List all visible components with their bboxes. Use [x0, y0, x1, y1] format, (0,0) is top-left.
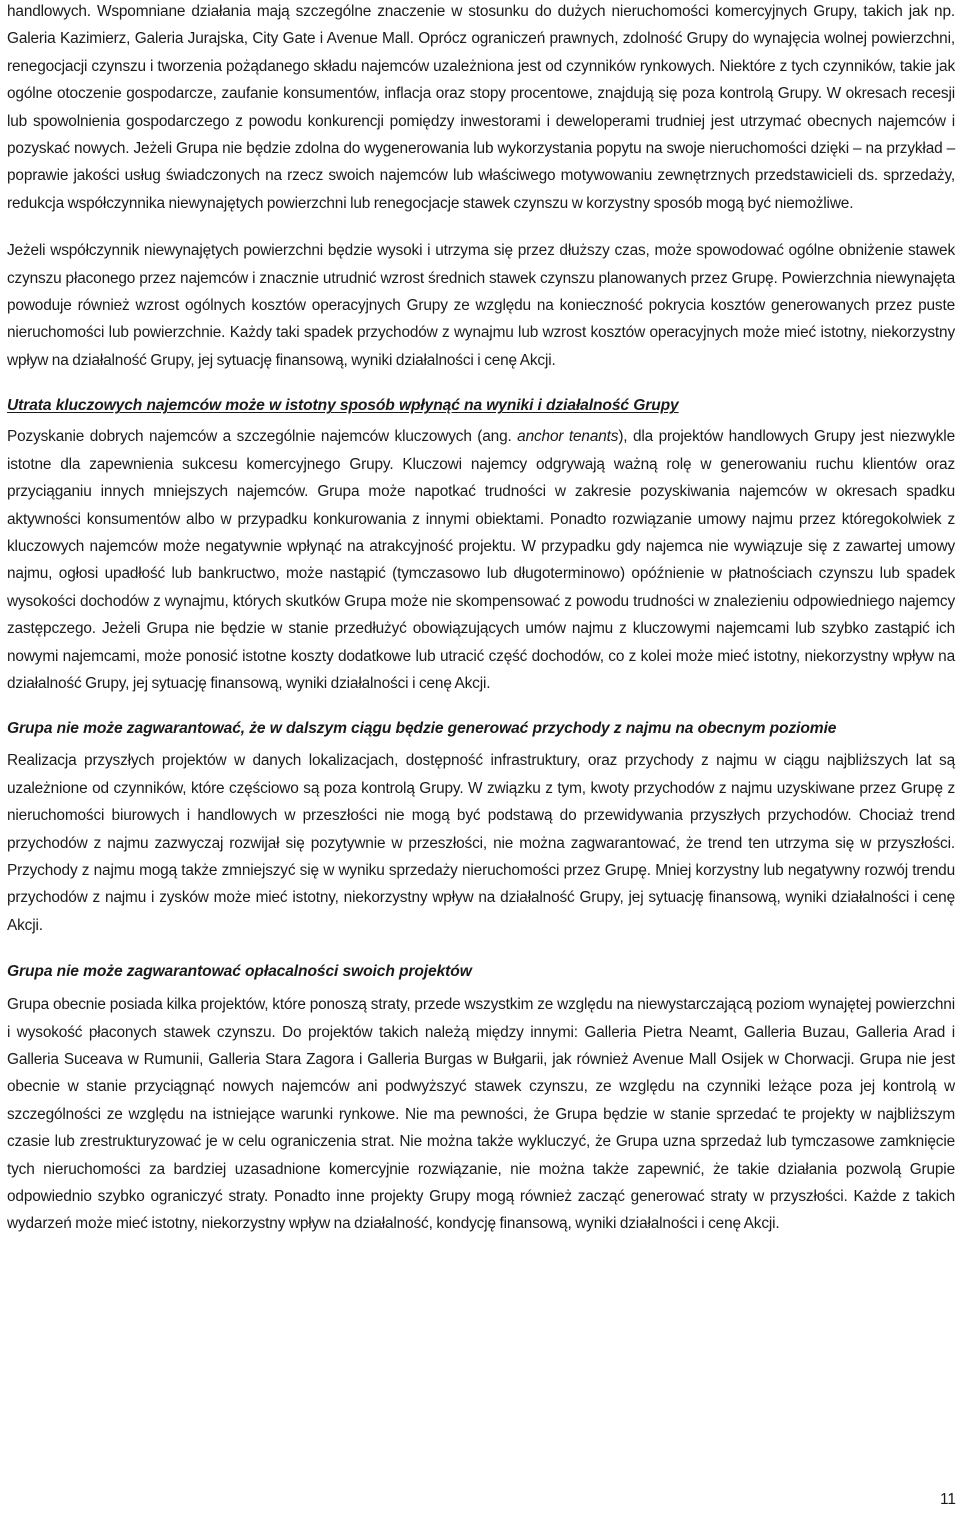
body-paragraph-vacancy: Jeżeli współczynnik niewynajętych powierzchni będzie wysoki i utrzyma się przez dłuższy czas, może spowodować ogólne obniżenie stawek czynszu płaconego przez najemców i znacznie utrudnić wzrost średnich stawek czynszu planowanych przez Grupę. Powierzchnia niewynajęta powoduje również wzrost ogólnych kosztów operacyjnych Grupy ze względu na konieczność pokrycia kosztów generowanych przez puste nieruchomości lub powierzchnie. Każdy taki spadek przychodów z wynajmu lub wzrost kosztów operacyjnych może mieć istotny, niekorzystny wpływ na działalność Grupy, jej sytuację finansową, wyniki działalności i cenę Akcji. — [7, 242, 955, 369]
section-heading-key-tenants: Utrata kluczowych najemców może w istotny sposób wpłynąć na wyniki i działalność Grupy — [7, 397, 679, 415]
section-body-profitability: Grupa obecnie posiada kilka projektów, które ponoszą straty, przede wszystkim ze względu na niewystarczającą poziom wynajętej powierzchni i wysokość płaconych stawek czynszu. Do projektów takich należą między innymi: Galleria Pietra Neamt, Galleria Buzau, Galleria Arad i Galleria Suceava w Rumunii, Galleria Stara Zagora i Galleria Burgas w Bułgarii, jak również Avenue Mall Osijek w Chorwacji. Grupa nie jest obecnie w stanie przyciągnąć nowych najemców ani podwyższyć stawek czynszu, ze względu na czynniki leżące poza jej kontrolą w szczególności ze względu na istniejące warunki rynkowe. Nie ma pewności, że Grupa będzie w stanie sprzedać te projekty w najbliższym czasie lub zrestrukturyzować je w celu ograniczenia strat. Nie można także wykluczyć, że Grupa uzna sprzedaż lub tymczasowe zamknięcie tych nieruchomości za bardziej uzasadnione komercyjnie rozwiązanie, nie można także zapewnić, że takie działania pozwolą Grupie odpowiednio szybko ograniczyć straty. Ponadto inne projekty Grupy mogą również zacząć generować straty w przyszłości. Każde z takich wydarzeń może mieć istotny, niekorzystny wpływ na działalność, kondycję finansową, wyniki działalności i cenę Akcji. — [7, 996, 955, 1233]
anchor-tenants-term: anchor tenants — [517, 428, 619, 446]
section-body-key-tenants — [7, 423, 955, 697]
section-body-text: ), dla projektów handlowych Grupy jest niezwykle istotne dla zapewnienia sukcesu komercyjnego Grupy. Kluczowi najemcy odgrywają ważną rolę w generowaniu ruchu klientów oraz przyciąganiu innych mniejszych najemców. Grupa może napotkać trudności w zakresie pozyskiwania najemców w okresach spadku aktywności konsumentów albo w przypadku konkurowania z innymi obiektami. Ponadto rozwiązanie umowy najmu przez któregokolwiek z kluczowych najemców może negatywnie wpłynąć na atrakcyjność projektu. W przypadku gdy najemca nie wywiązuje się z zawartej umowy najmu, ogłosi upadłość lub bankructwo, może nastąpić (tymczasowo lub długoterminowo) opóźnienie w płatnościach czynszu lub spadek wysokości dochodów z wynajmu, których skutków Grupa może nie skompensować z powodu trudności w znalezieniu odpowiedniego najemcy zastępczego. Jeżeli Grupa nie będzie w stanie przedłużyć obowiązujących umów najmu z kluczowymi najemcami lub szybko zastąpić ich nowymi najemcami, może ponosić istotne koszty dodatkowe lub utracić część dochodów, co z kolei może mieć istotny, niekorzystny wpływ na działalność Grupy, jej sytuację finansową, wyniki działalności i cenę Akcji. — [7, 428, 955, 692]
document-page — [7, 0, 955, 1238]
section-heading-rental-income: Grupa nie może zagwarantować, że w dalszym ciągu będzie generować przychody z najmu na obecnym poziomie — [7, 720, 837, 738]
body-paragraph-continued: handlowych. Wspomniane działania mają szczególne znaczenie w stosunku do dużych nieruchomości komercyjnych Grupy, takich jak np. Galeria Kazimierz, Galeria Jurajska, City Gate i Avenue Mall. Oprócz ograniczeń prawnych, zdolność Grupy do wynajęcia wolnej powierzchni, renegocjacji czynszu i tworzenia pożądanego składu najemców uzależniona jest od czynników rynkowych. Niektóre z tych czynników, takie jak ogólne otoczenie gospodarcze, zaufanie konsumentów, inflacja oraz stopy procentowe, znajdują się poza kontrolą Grupy. W okresach recesji lub spowolnienia gospodarczego z powodu konkurencji pomiędzy inwestorami i deweloperami trudniej jest utrzymać obecnych najemców i pozyskać nowych. Jeżeli Grupa nie będzie zdolna do wygenerowania lub wykorzystania popytu na swoje nieruchomości dzięki – na przykład – poprawie jakości usług świadczonych na rzecz swoich najemców lub właściwego motywowaniu zewnętrznych przedstawicieli ds. sprzedaży, redukcja współczynnika niewynajętych powierzchni lub renegocjacje stawek czynszu w korzystny sposób mogą być niemożliwe. — [7, 3, 955, 212]
section-body-text: Pozyskanie dobrych najemców a szczególnie najemców kluczowych (ang. — [7, 428, 518, 446]
page-number: 11 — [940, 1491, 956, 1508]
section-heading-profitability: Grupa nie może zagwarantować opłacalności swoich projektów — [7, 963, 472, 981]
section-body-rental-income: Realizacja przyszłych projektów w danych lokalizacjach, dostępność infrastruktury, oraz przychody z najmu w ciągu najbliższych lat są uzależnione od czynników, które częściowo są poza kontrolą Grupy. W związku z tym, kwoty przychodów z najmu uzyskiwane przez Grupę z nieruchomości biurowych i handlowych w przeszłości nie mogą być podstawą do przewidywania przyszłych przychodów. Chociaż trend przychodów z najmu zazwyczaj rozwijał się pozytywnie w przeszłości, nie można zagwarantować, że trend ten utrzyma się w przyszłości. Przychody z najmu mogą także zmniejszyć się w wyniku sprzedaży nieruchomości przez Grupę. Mniej korzystny lub negatywny rozwój trendu przychodów z najmu i zysków może mieć istotny, niekorzystny wpływ na działalność Grupy, jej sytuację finansową, wyniki działalności i cenę Akcji. — [7, 752, 955, 934]
